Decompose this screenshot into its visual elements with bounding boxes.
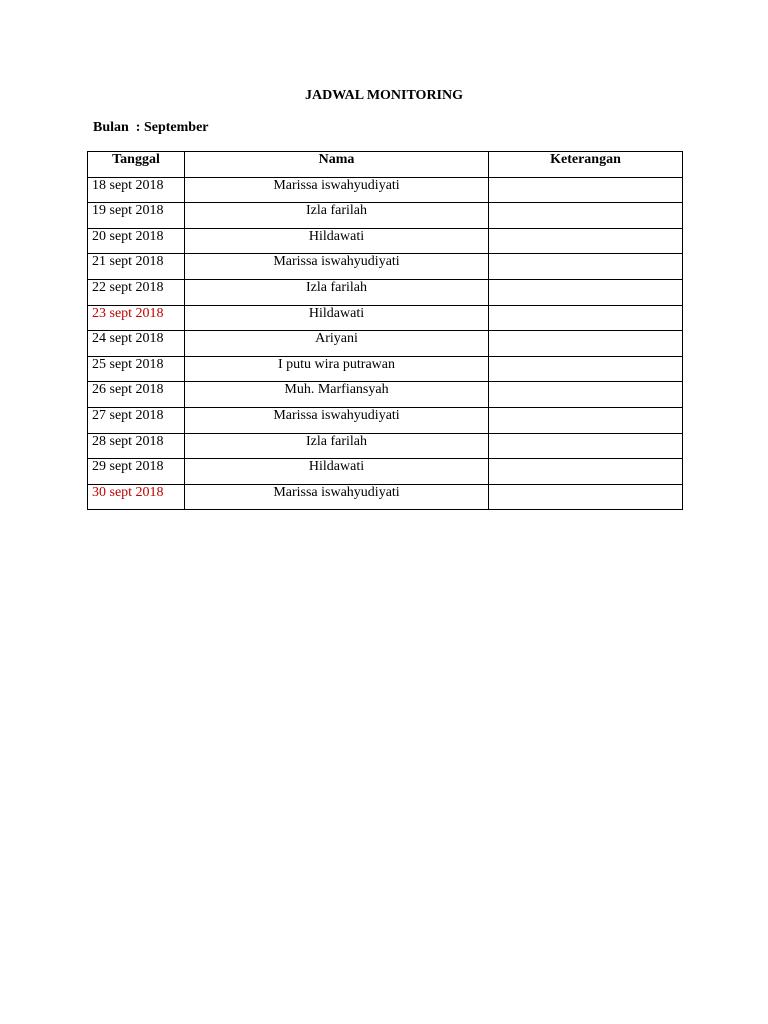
row-date: 25 sept 2018 bbox=[88, 356, 185, 382]
table-row bbox=[88, 484, 683, 510]
row-date: 29 sept 2018 bbox=[88, 459, 185, 485]
row-note bbox=[489, 177, 683, 203]
row-note bbox=[489, 382, 683, 408]
row-note bbox=[489, 228, 683, 254]
row-name: Marissa iswahyudiyati bbox=[185, 407, 489, 433]
row-name: Marissa iswahyudiyati bbox=[185, 484, 489, 510]
table-row bbox=[88, 407, 683, 433]
row-date: 28 sept 2018 bbox=[88, 433, 185, 459]
row-date: 19 sept 2018 bbox=[88, 203, 185, 229]
table-row bbox=[88, 459, 683, 485]
row-date: 18 sept 2018 bbox=[88, 177, 185, 203]
row-note bbox=[489, 305, 683, 331]
row-date: 30 sept 2018 bbox=[88, 484, 185, 510]
row-name: Hildawati bbox=[185, 459, 489, 485]
row-name: Ariyani bbox=[185, 331, 489, 357]
row-note bbox=[489, 254, 683, 280]
table-row bbox=[88, 279, 683, 305]
row-name: Hildawati bbox=[185, 305, 489, 331]
row-note bbox=[489, 484, 683, 510]
row-date: 22 sept 2018 bbox=[88, 279, 185, 305]
row-note bbox=[489, 459, 683, 485]
row-date: 21 sept 2018 bbox=[88, 254, 185, 280]
row-name: Muh. Marfiansyah bbox=[185, 382, 489, 408]
row-note bbox=[489, 407, 683, 433]
header-note: Keterangan bbox=[489, 152, 683, 178]
row-name: Izla farilah bbox=[185, 203, 489, 229]
table-row bbox=[88, 254, 683, 280]
table-header-row bbox=[88, 152, 683, 178]
row-note bbox=[489, 433, 683, 459]
row-name: Marissa iswahyudiyati bbox=[185, 177, 489, 203]
table-row bbox=[88, 177, 683, 203]
table-row bbox=[88, 382, 683, 408]
month-label: Bulan : September bbox=[93, 120, 209, 135]
table-row bbox=[88, 228, 683, 254]
row-name: Izla farilah bbox=[185, 279, 489, 305]
row-date: 27 sept 2018 bbox=[88, 407, 185, 433]
row-name: Hildawati bbox=[185, 228, 489, 254]
table-row bbox=[88, 356, 683, 382]
row-note bbox=[489, 203, 683, 229]
header-name: Nama bbox=[185, 152, 489, 178]
table-row bbox=[88, 331, 683, 357]
row-date: 23 sept 2018 bbox=[88, 305, 185, 331]
row-note bbox=[489, 356, 683, 382]
row-date: 20 sept 2018 bbox=[88, 228, 185, 254]
header-date: Tanggal bbox=[88, 152, 185, 178]
row-name: Marissa iswahyudiyati bbox=[185, 254, 489, 280]
row-note bbox=[489, 279, 683, 305]
table-row bbox=[88, 203, 683, 229]
row-date: 26 sept 2018 bbox=[88, 382, 185, 408]
table-row bbox=[88, 433, 683, 459]
table-row bbox=[88, 305, 683, 331]
document-title: JADWAL MONITORING bbox=[304, 88, 464, 103]
row-date: 24 sept 2018 bbox=[88, 331, 185, 357]
monitoring-schedule-table bbox=[87, 151, 683, 510]
row-name: I putu wira putrawan bbox=[185, 356, 489, 382]
row-note bbox=[489, 331, 683, 357]
row-name: Izla farilah bbox=[185, 433, 489, 459]
